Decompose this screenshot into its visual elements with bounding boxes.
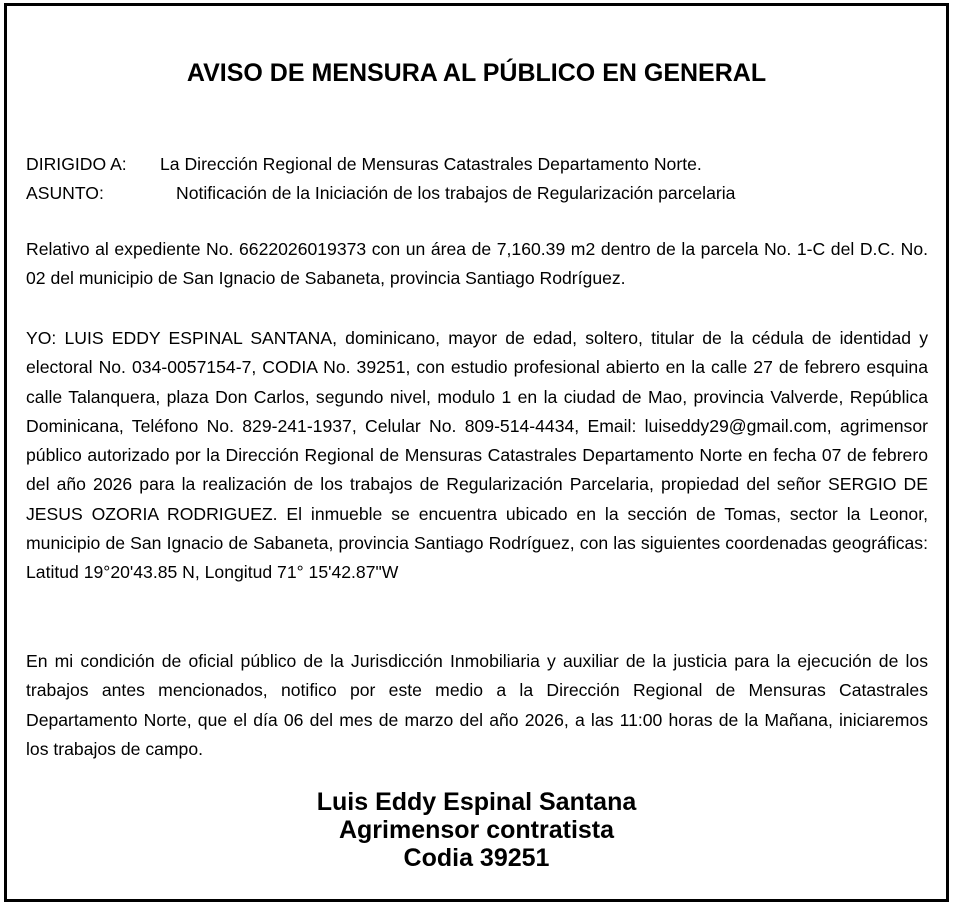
notice-frame xyxy=(4,3,949,902)
signature-name: Luis Eddy Espinal Santana xyxy=(316,788,637,816)
dirigido-value: La Dirección Regional de Mensuras Catastrales Departamento Norte. xyxy=(160,154,702,174)
asunto-label: ASUNTO: xyxy=(26,183,104,203)
notice-title: AVISO DE MENSURA AL PÚBLICO EN GENERAL xyxy=(186,59,767,87)
asunto-value: Notificación de la Iniciación de los trabajos de Regularización parcelaria xyxy=(176,183,736,203)
paragraph-expediente: Relativo al expediente No. 6622026019373 con un área de 7,160.39 m2 dentro de la parcela No. 1-C del D.C. No. 02 del municipio de San Ignacio de Sabaneta, provincia Santiago Rodríguez. xyxy=(26,239,928,289)
paragraph-declaration: YO: LUIS EDDY ESPINAL SANTANA, dominicano, mayor de edad, soltero, titular de la cédula de identidad y electoral No. 034-0057154-7, CODIA No. 39251, con estudio profesional abierto en la calle 27 de febrero esquina calle Talanquera, plaza Don Carlos, segundo nivel, modulo 1 en la ciudad de Mao, provincia Valverde, República Dominicana, Teléfono No. 829-241-1937, Celular No. 809-514-4434, Email: luiseddy29@gmail.com, agrimensor público autorizado por la Dirección Regional de Mensuras Catastrales Departamento Norte en fecha 07 de febrero del año 2026 para la realización de los trabajos de Regularización Parcelaria, propiedad del señor SERGIO DE JESUS OZORIA RODRIGUEZ. El inmueble se encuentra ubicado en la sección de Tomas, sector la Leonor, municipio de San Ignacio de Sabaneta, provincia Santiago Rodríguez, con las siguientes coordenadas geográficas: Latitud 19°20'43.85 N, Longitud 71° 15'42.87"W xyxy=(26,328,928,583)
signature-codia: Codia 39251 xyxy=(403,844,550,872)
paragraph-notification: En mi condición de oficial público de la Jurisdicción Inmobiliaria y auxiliar de la justicia para la ejecución de los trabajos antes mencionados, notifico por este medio a la Dirección Regional de Mensuras Catastrales Departamento Norte, que el día 06 del mes de marzo del año 2026, a las 11:00 horas de la Mañana, iniciaremos los trabajos de campo. xyxy=(26,651,928,759)
dirigido-label: DIRIGIDO A: xyxy=(26,154,127,174)
signature-role: Agrimensor contratista xyxy=(338,816,615,844)
